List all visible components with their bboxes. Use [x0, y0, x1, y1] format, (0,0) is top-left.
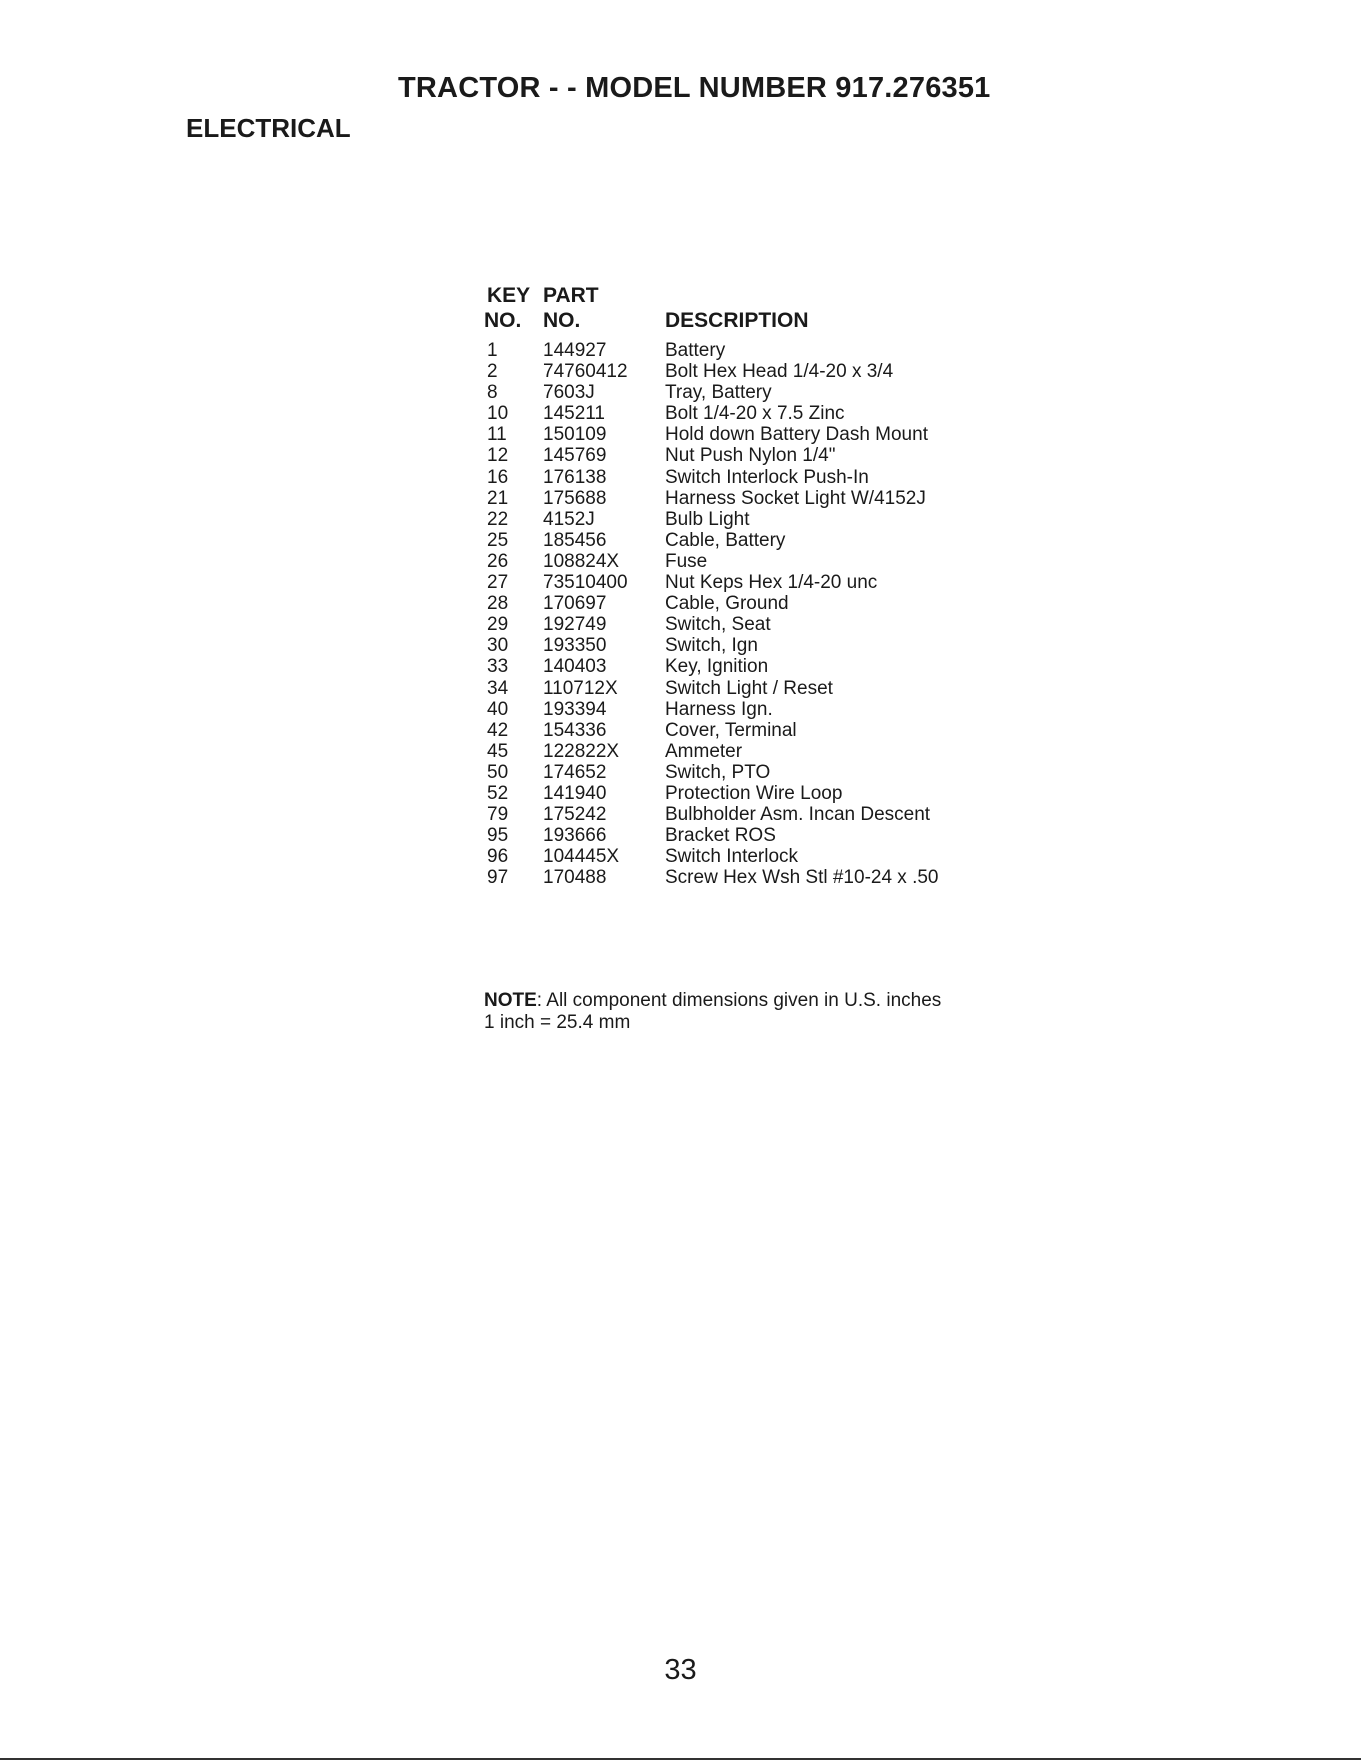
table-row — [487, 741, 1047, 762]
part-no: 170488 — [543, 867, 607, 889]
part-no: 110712X — [543, 677, 618, 699]
part-description: Cable, Ground — [665, 593, 789, 615]
part-no: 170697 — [543, 593, 607, 615]
table-row — [487, 424, 1047, 445]
table-row — [487, 551, 1047, 572]
key-no: 2 — [487, 361, 498, 383]
part-description: Bracket ROS — [665, 825, 776, 847]
part-description: Switch, Ign — [665, 635, 758, 657]
key-no: 26 — [487, 550, 509, 572]
key-no: 79 — [487, 804, 509, 826]
key-no: 8 — [487, 382, 498, 404]
part-no: 175242 — [543, 804, 607, 826]
key-no: 12 — [487, 445, 509, 467]
part-description: Switch Light / Reset — [665, 677, 833, 699]
part-description: Bulbholder Asm. Incan Descent — [665, 804, 931, 826]
header-part-bottom: NO. — [543, 309, 581, 332]
part-no: 176138 — [543, 466, 607, 488]
part-description: Hold down Battery Dash Mount — [665, 424, 928, 446]
part-description: Bolt Hex Head 1/4-20 x 3/4 — [665, 361, 894, 383]
header-key-bottom: NO. — [484, 309, 522, 332]
part-description: Nut Push Nylon 1/4" — [665, 445, 836, 467]
header-part-top: PART — [543, 284, 599, 307]
key-no: 25 — [487, 529, 509, 551]
part-description: Switch, PTO — [665, 761, 771, 783]
part-no: 7603J — [543, 382, 595, 404]
note — [484, 990, 941, 1034]
key-no: 40 — [487, 698, 509, 720]
key-no: 97 — [487, 867, 509, 889]
table-row — [487, 678, 1047, 699]
part-description: Key, Ignition — [665, 656, 769, 678]
part-description: Tray, Battery — [665, 382, 772, 404]
key-no: 28 — [487, 593, 509, 615]
key-no: 42 — [487, 719, 509, 741]
part-no: 175688 — [543, 487, 607, 509]
part-description: Protection Wire Loop — [665, 782, 843, 804]
part-description: Nut Keps Hex 1/4-20 unc — [665, 572, 878, 594]
key-no: 10 — [487, 403, 509, 425]
part-no: 141940 — [543, 782, 607, 804]
table-row — [487, 720, 1047, 741]
table-row — [487, 340, 1047, 361]
part-no: 4152J — [543, 508, 595, 530]
key-no: 21 — [487, 487, 509, 509]
part-no: 140403 — [543, 656, 607, 678]
key-no: 96 — [487, 846, 509, 868]
key-no: 11 — [487, 424, 507, 446]
table-row — [487, 467, 1047, 488]
table-row — [487, 614, 1047, 635]
note-label: NOTE — [484, 990, 537, 1011]
key-no: 22 — [487, 508, 509, 530]
part-no: 108824X — [543, 550, 620, 572]
key-no: 95 — [487, 825, 509, 847]
part-description: Harness Ign. — [665, 698, 773, 720]
table-row — [487, 762, 1047, 783]
part-description: Switch, Seat — [665, 614, 771, 636]
part-no: 73510400 — [543, 572, 628, 594]
note-conversion: 1 inch = 25.4 mm — [484, 1012, 631, 1033]
table-row — [487, 530, 1047, 551]
key-no: 29 — [487, 614, 509, 636]
key-no: 34 — [487, 677, 509, 699]
key-no: 45 — [487, 740, 509, 762]
key-no: 52 — [487, 782, 509, 804]
part-no: 74760412 — [543, 361, 628, 383]
part-no: 193394 — [543, 698, 607, 720]
part-no: 144927 — [543, 340, 607, 361]
part-description: Screw Hex Wsh Stl #10-24 x .50 — [665, 867, 939, 889]
parts-table-body — [487, 340, 1047, 888]
part-description: Switch Interlock — [665, 846, 799, 868]
key-no: 33 — [487, 656, 509, 678]
key-no: 30 — [487, 635, 509, 657]
header-description: DESCRIPTION — [665, 309, 809, 332]
bottom-rule — [0, 1758, 1361, 1760]
table-row — [487, 572, 1047, 593]
table-row — [487, 867, 1047, 888]
key-no: 16 — [487, 466, 509, 488]
table-row — [487, 403, 1047, 424]
page-number: 33 — [664, 1654, 697, 1686]
table-row — [487, 382, 1047, 403]
document-title: TRACTOR - - MODEL NUMBER 917.276351 — [398, 72, 991, 104]
table-row — [487, 656, 1047, 677]
part-description: Bulb Light — [665, 508, 750, 530]
part-no: 185456 — [543, 529, 607, 551]
header-key-top: KEY — [487, 284, 531, 307]
table-row — [487, 509, 1047, 530]
table-row — [487, 699, 1047, 720]
part-description: Cover, Terminal — [665, 719, 797, 741]
table-row — [487, 804, 1047, 825]
part-no: 193666 — [543, 825, 607, 847]
table-row — [487, 825, 1047, 846]
part-no: 174652 — [543, 761, 607, 783]
key-no: 1 — [487, 340, 498, 361]
part-no: 150109 — [543, 424, 607, 446]
part-description: Cable, Battery — [665, 529, 786, 551]
part-description: Switch Interlock Push-In — [665, 466, 869, 488]
part-no: 145211 — [543, 403, 605, 425]
part-description: Battery — [665, 340, 726, 361]
part-no: 193350 — [543, 635, 607, 657]
part-no: 192749 — [543, 614, 607, 636]
part-no: 104445X — [543, 846, 620, 868]
part-description: Ammeter — [665, 740, 743, 762]
key-no: 27 — [487, 572, 509, 594]
table-row — [487, 783, 1047, 804]
part-description: Fuse — [665, 550, 708, 572]
note-text: : All component dimensions given in U.S. inches — [536, 990, 942, 1011]
table-row — [487, 361, 1047, 382]
part-description: Harness Socket Light W/4152J — [665, 487, 926, 509]
note-line — [484, 990, 941, 1012]
table-row — [487, 593, 1047, 614]
part-description: Bolt 1/4-20 x 7.5 Zinc — [665, 403, 845, 425]
key-no: 50 — [487, 761, 509, 783]
part-no: 154336 — [543, 719, 607, 741]
table-row — [487, 488, 1047, 509]
section-title: ELECTRICAL — [186, 113, 351, 143]
part-no: 145769 — [543, 445, 607, 467]
table-row — [487, 635, 1047, 656]
table-row — [487, 846, 1047, 867]
part-no: 122822X — [543, 740, 620, 762]
table-row — [487, 445, 1047, 466]
